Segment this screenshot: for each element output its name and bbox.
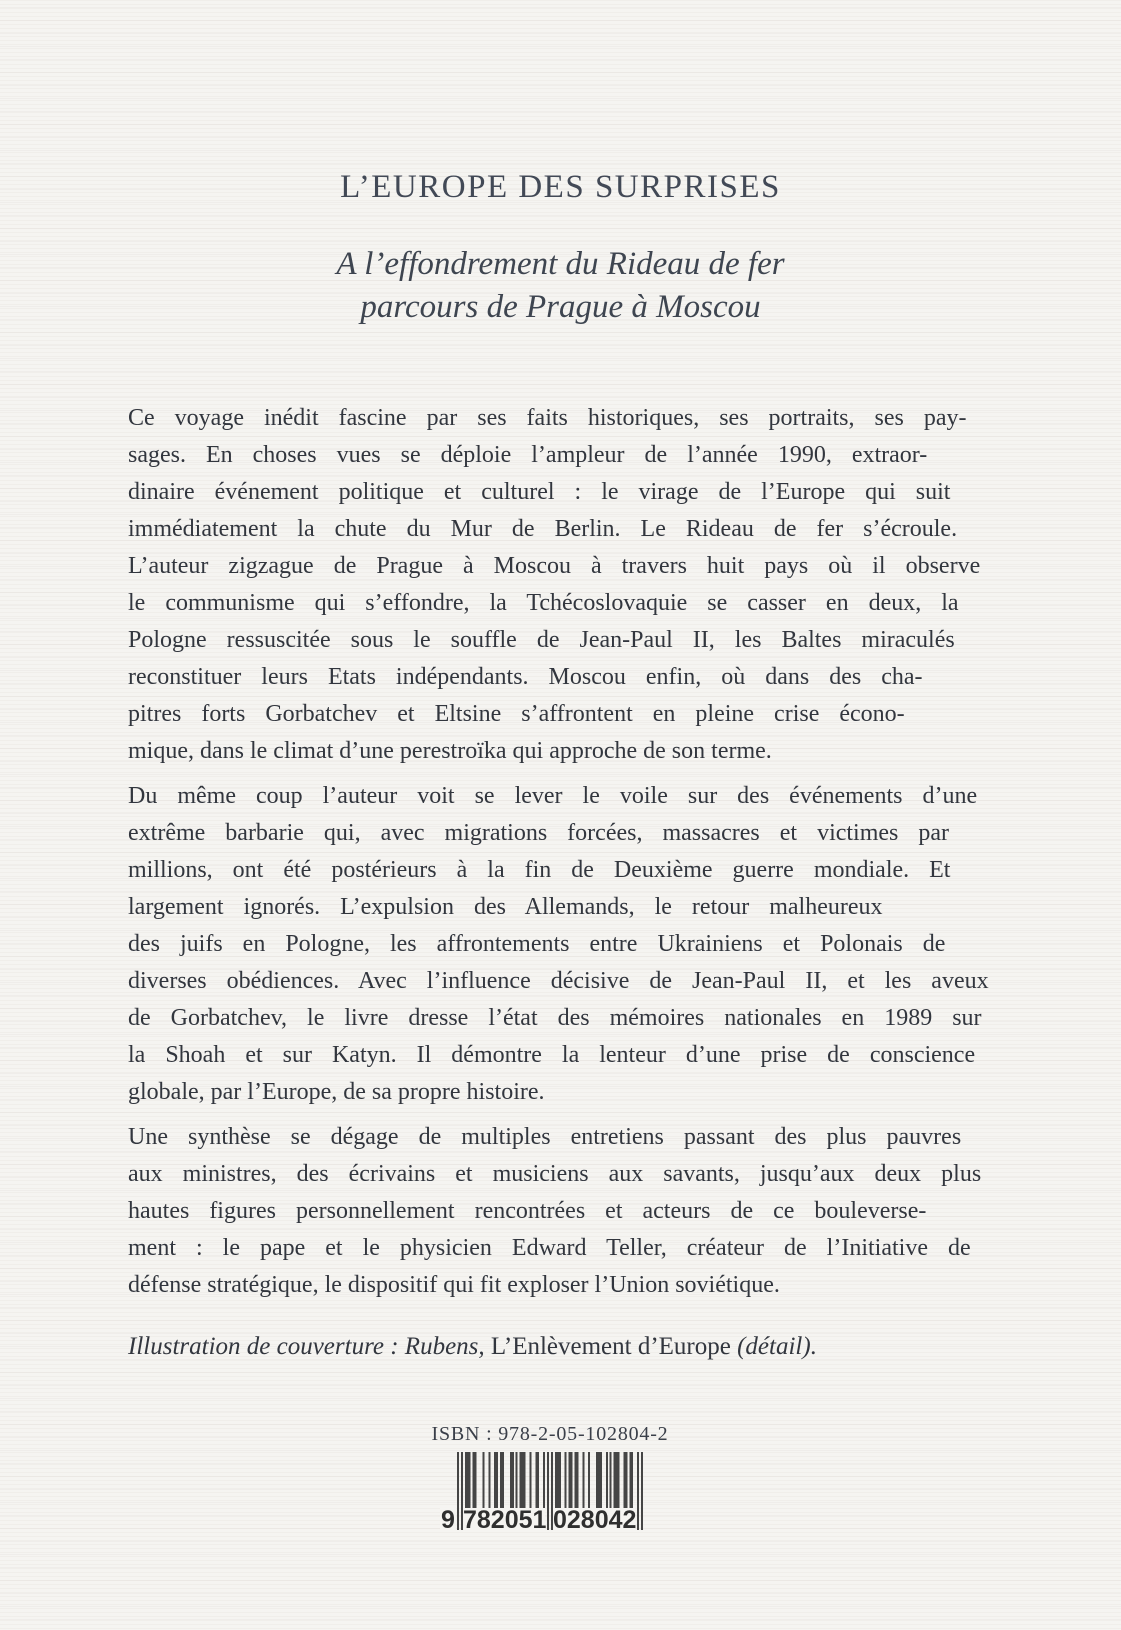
text-line: aux ministres, des écrivains et musiciens aux savants, jusqu’aux deux plus <box>128 1161 982 1187</box>
text-line: L’auteur zigzague de Prague à Moscou à travers huit pays où il observe <box>128 553 981 579</box>
text-line: le communisme qui s’effondre, la Tchécoslovaquie se casser en deux, la <box>128 590 959 616</box>
text-line: reconstituer leurs Etats indépendants. Moscou enfin, où dans des cha- <box>128 664 923 690</box>
text-line: sages. En choses vues se déploie l’ampleur de l’année 1990, extraor- <box>128 442 928 468</box>
text-line: diverses obédiences. Avec l’influence décisive de Jean-Paul II, et les aveux <box>128 968 989 994</box>
subtitle-line: A l’effondrement du Rideau de fer <box>336 246 785 282</box>
credit-segment: Illustration de couverture : Rubens, <box>128 1333 491 1360</box>
ean13-barcode <box>441 1452 643 1534</box>
credit-segment: (détail). <box>737 1333 817 1360</box>
text-line: extrême barbarie qui, avec migrations forcées, massacres et victimes par <box>128 820 950 846</box>
text-line: largement ignorés. L’expulsion des Allemands, le retour malheureux <box>128 894 883 920</box>
credit-segment: L’Enlèvement d’Europe <box>490 1333 738 1360</box>
isbn-block <box>10 1422 1090 1532</box>
text-line: globale, par l’Europe, de sa propre histoire. <box>128 1079 545 1105</box>
synopsis-text <box>128 400 990 1312</box>
isbn-text: ISBN : 978-2-05-102804-2 <box>431 1423 669 1445</box>
text-line: des juifs en Pologne, les affrontements entre Ukrainiens et Polonais de <box>128 931 946 957</box>
text-line: défense stratégique, le dispositif qui fit exploser l’Union soviétique. <box>128 1272 780 1298</box>
paragraph <box>128 400 990 770</box>
barcode-digits <box>441 1506 643 1534</box>
book-title: L’EUROPE DES SURPRISES <box>340 169 781 205</box>
text-line: de Gorbatchev, le livre dresse l’état des mémoires nationales en 1989 sur <box>128 1005 982 1031</box>
book-subtitle <box>0 243 1121 329</box>
barcode-digit-group: 028042 <box>553 1506 637 1534</box>
text-line: mique, dans le climat d’une perestroïka qui approche de son terme. <box>128 738 772 764</box>
text-line: ment : le pape et le physicien Edward Teller, créateur de l’Initiative de <box>128 1235 971 1261</box>
text-line: pitres forts Gorbatchev et Eltsine s’affrontent en pleine crise écono- <box>128 701 905 727</box>
text-line: Ce voyage inédit fascine par ses faits historiques, ses portraits, ses pay- <box>128 405 967 431</box>
text-line: immédiatement la chute du Mur de Berlin. Le Rideau de fer s’écroule. <box>128 516 958 542</box>
text-line: la Shoah et sur Katyn. Il démontre la lenteur d’une prise de conscience <box>128 1042 976 1068</box>
text-line: millions, ont été postérieurs à la fin de Deuxième guerre mondiale. Et <box>128 857 951 883</box>
paragraph <box>128 778 990 1111</box>
text-line: hautes figures personnellement rencontrées et acteurs de ce bouleverse- <box>128 1198 927 1224</box>
text-line: Pologne ressuscitée sous le souffle de Jean-Paul II, les Baltes miraculés <box>128 627 955 653</box>
text-line: Du même coup l’auteur voit se lever le voile sur des événements d’une <box>128 783 978 809</box>
cover-credit <box>128 1332 1028 1362</box>
subtitle-line: parcours de Prague à Moscou <box>360 289 761 325</box>
paragraph <box>128 1119 990 1304</box>
text-line: Une synthèse se dégage de multiples entretiens passant des plus pauvres <box>128 1124 962 1150</box>
barcode-digit-group: 9 <box>441 1506 455 1534</box>
text-line: dinaire événement politique et culturel : le virage de l’Europe qui suit <box>128 479 951 505</box>
barcode-digit-group: 782051 <box>463 1506 547 1534</box>
